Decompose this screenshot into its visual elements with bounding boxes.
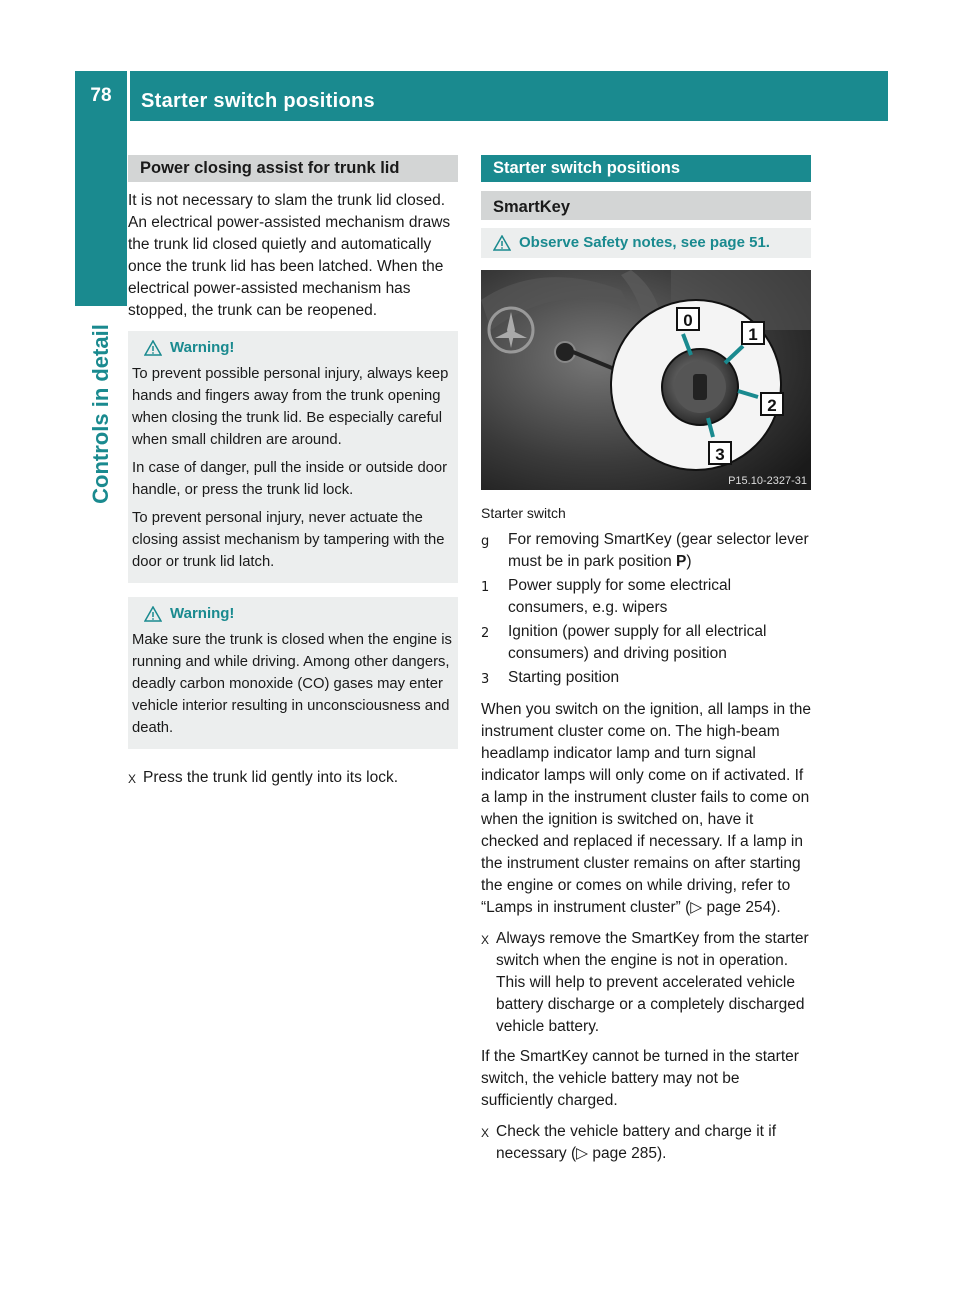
safety-note: Observe Safety notes, see page 51. [481,228,811,258]
photo-code: P15.10-2327-31 [728,475,807,487]
right-column [481,155,811,1173]
intro-paragraph: It is not necessary to slam the trunk lid closed. An electrical power-assisted mechanism draws the trunk lid closed quietly and automatically once the trunk lid has been latched. When the electrical power-assisted mechanism has stopped, the trunk can be reopened. [128,192,451,319]
ignition-paragraph: When you switch on the ignition, all lamps in the instrument cluster come on. The high-beam headlamp indicator lamp and turn signal indicator lamps will only come on if activated. If a lamp in the instrument cluster fails to come on when the ignition is switched on, have it checked and replaced if necessary. If a lamp in the instrument cluster remains on after starting the engine or comes on while driving, refer to “Lamps in instrument cluster” (▷ page 254). [481,701,811,916]
section-heading-trunk: Power closing assist for trunk lid [128,155,458,182]
photo-label-2: 2 [767,396,777,415]
side-label-text: Controls in detail [88,323,113,504]
warning-text: In case of danger, pull the inside or outside door handle, or press the trunk lid lock. [132,460,448,498]
starter-switch-photo [481,270,811,490]
side-tab [75,121,127,306]
section-heading-starter: Starter switch positions [481,155,811,182]
battery-paragraph: If the SmartKey cannot be turned in the starter switch, the vehicle battery may not be sufficiently charged. [481,1048,799,1109]
list-item: 2 Ignition (power supply for all electrical consumers) and driving position [481,621,811,665]
header-title: Starter switch positions [141,90,375,112]
position-symbol: 2 [481,626,490,641]
photo-label-1: 1 [748,325,758,344]
warning-text: To prevent possible personal injury, always keep hands and fingers away from the trunk opening when closing the trunk lid. Be especially careful when small children are around. [132,366,449,448]
position-symbol: 1 [481,580,490,595]
list-item: 3 Starting position [481,667,811,691]
side-label [75,306,127,521]
warning-box [128,331,458,583]
instruction-step: X Always remove the SmartKey from the starter switch when the engine is not in operation. This will help to prevent accelerated vehicle battery discharge or a completely discharged vehicle battery. [481,928,811,1038]
position-symbol: 3 [481,672,490,687]
subsection-heading-smartkey: SmartKey [481,191,811,220]
photo-label-0: 0 [683,311,693,330]
warning-title: Warning! [144,337,454,359]
page-number: 78 [90,85,112,106]
warning-text: To prevent personal injury, never actuate the closing assist mechanism by tampering with the door or trunk lid latch. [132,510,445,570]
page-header [75,71,888,121]
step-arrow-icon: X [481,933,490,947]
instruction-step: X Press the trunk lid gently into its lock. [128,767,458,790]
step-arrow-icon: X [128,772,137,786]
photo-label-3: 3 [715,445,725,464]
left-column [128,155,458,798]
step-arrow-icon: X [481,1126,490,1140]
instruction-step: X Check the vehicle battery and charge it if necessary (▷ page 285). [481,1121,811,1165]
list-item: g For removing SmartKey (gear selector lever must be in park position P) [481,529,811,573]
warning-triangle-icon [493,235,511,251]
warning-text: Make sure the trunk is closed when the engine is running and while driving. Among other dangers, deadly carbon monoxide (CO) gases may enter vehicle interior resulting in unconsciousness and death. [132,632,452,736]
warning-box [128,597,458,749]
photo-caption: Starter switch [481,505,566,521]
warning-triangle-icon [144,606,162,622]
list-item: 1 Power supply for some electrical consumers, e.g. wipers [481,575,811,619]
position-symbol: g [481,534,490,549]
warning-title: Warning! [144,603,454,625]
header-divider [127,71,130,121]
starter-switch-illustration [481,270,811,490]
warning-triangle-icon [144,340,162,356]
